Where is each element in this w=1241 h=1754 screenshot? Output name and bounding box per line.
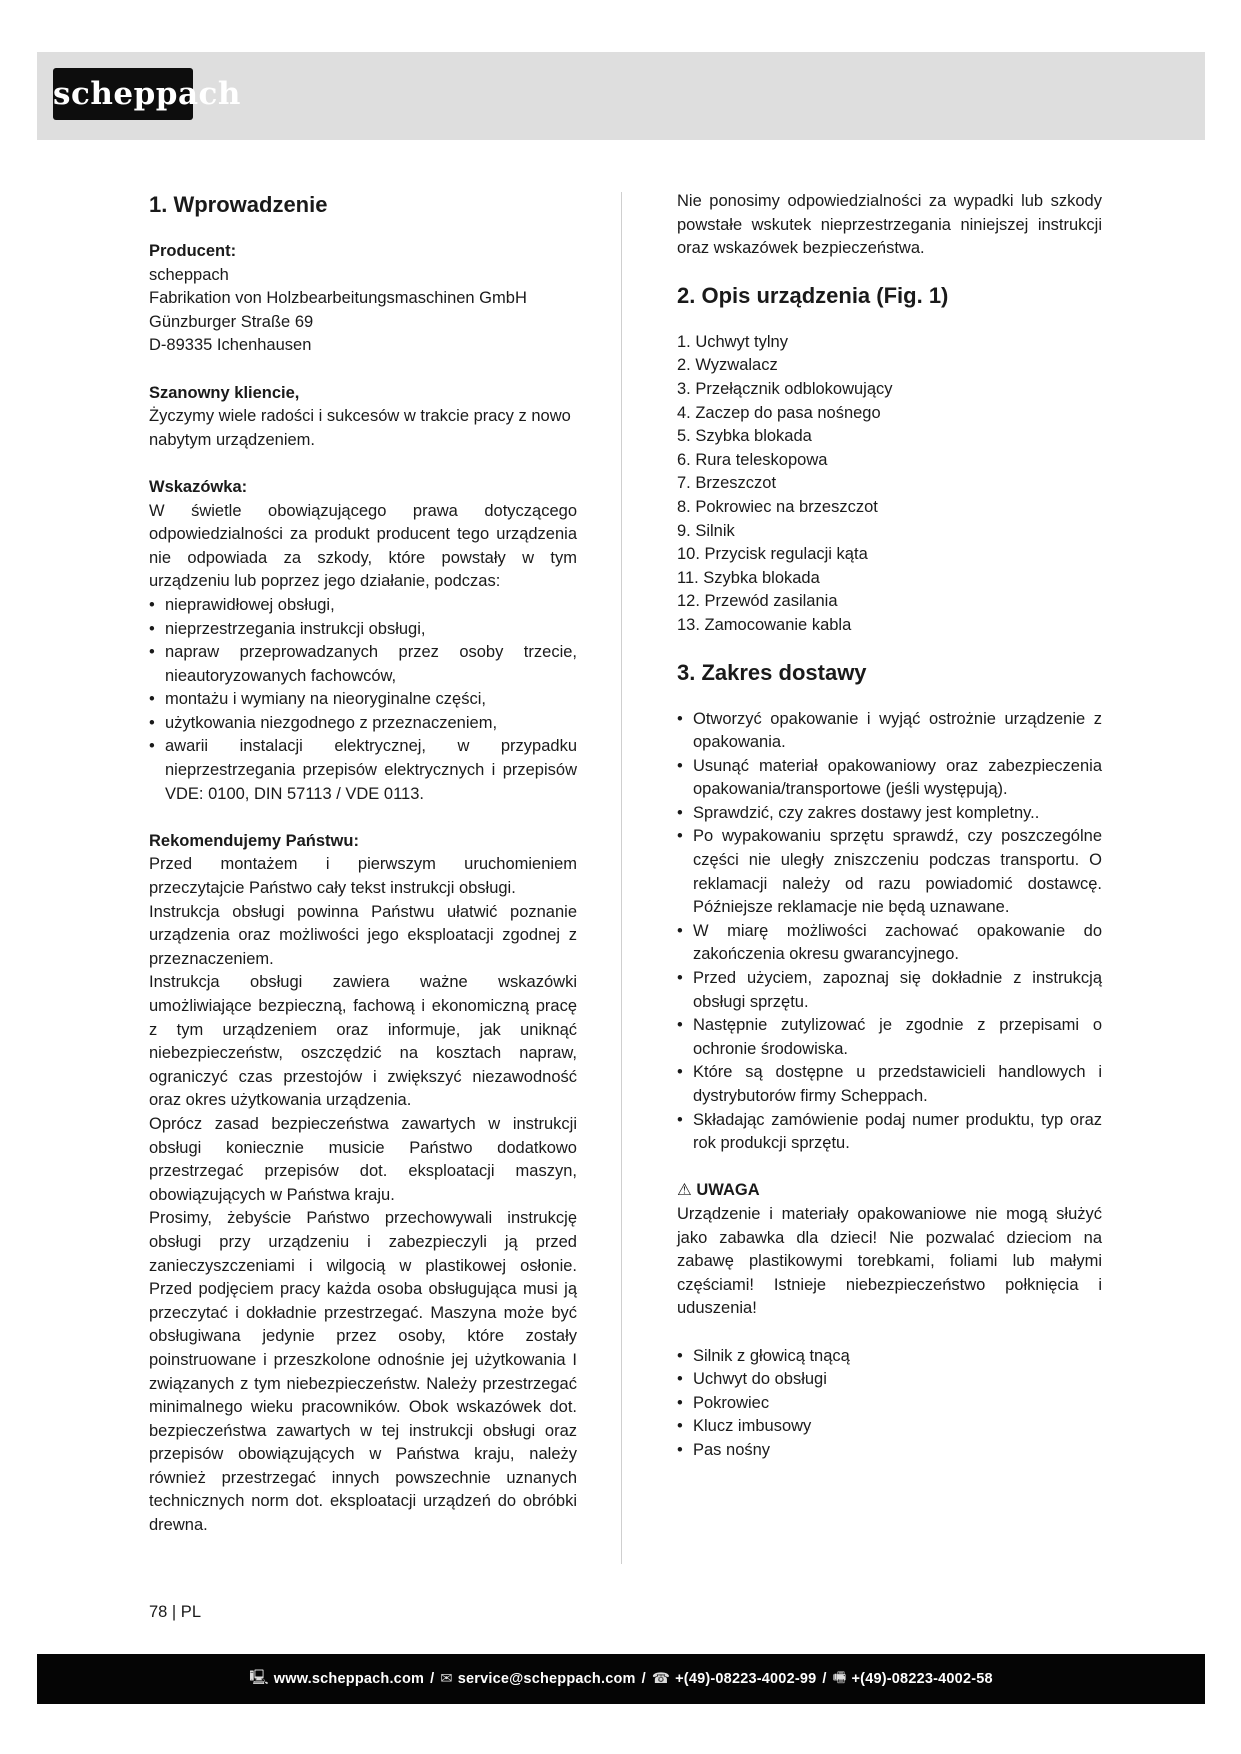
recommend-paragraph: Oprócz zasad bezpieczeństwa zawartych w instrukcji obsługi koniecznie musicie Państwo dodatkowo przestrzegać przepisów dot. eksploatacji maszyn, obowiązujących w Państwa kraju. bbox=[149, 1114, 577, 1204]
dear-customer-text: Życzymy wiele radości i sukcesów w trakcie pracy z nowo nabytym urządzeniem. bbox=[149, 407, 571, 449]
section-2-title: 2. Opis urządzenia (Fig. 1) bbox=[677, 282, 949, 308]
phone-number[interactable]: +(49)-08223-4002-99 bbox=[675, 1671, 817, 1687]
producer-title: Producent: bbox=[149, 242, 237, 260]
list-item: • Klucz imbusowy bbox=[677, 1415, 1102, 1439]
list-item: • nieprzestrzegania instrukcji obsługi, bbox=[149, 618, 577, 642]
list-item: • napraw przeprowadzanych przez osoby trzecie, nieautoryzowanych fachowców, bbox=[149, 641, 577, 688]
delivery-steps bbox=[677, 708, 1102, 1156]
list-item: 6. Rura teleskopowa bbox=[677, 450, 828, 469]
column-divider bbox=[621, 192, 622, 1564]
list-item: 12. Przewód zasilania bbox=[677, 592, 838, 611]
warning-heading bbox=[677, 1179, 1102, 1203]
right-column bbox=[677, 190, 1102, 1463]
recommend-title: Rekomendujemy Państwu: bbox=[149, 831, 359, 850]
list-item: • Które są dostępne u przedstawicieli handlowych i dystrybutorów firmy Scheppach. bbox=[677, 1061, 1102, 1108]
separator: / bbox=[641, 1671, 646, 1687]
list-item: 2. Wyzwalacz bbox=[677, 356, 778, 375]
producer-line: scheppach bbox=[149, 265, 229, 284]
list-item: 7. Brzeszczot bbox=[677, 474, 777, 493]
email-link[interactable]: service@scheppach.com bbox=[457, 1671, 636, 1687]
producer-line: D-89335 Ichenhausen bbox=[149, 336, 312, 355]
computer-icon: 🖳 bbox=[249, 1669, 269, 1686]
list-item: 1. Uchwyt tylny bbox=[677, 332, 788, 351]
website-link[interactable]: www.scheppach.com bbox=[273, 1671, 425, 1687]
recommend-paragraph: Instrukcja obsługi powinna Państwu ułatwić poznanie urządzenia oraz możliwości jego eksploatacji zgodnej z przeznaczeniem. bbox=[149, 902, 577, 968]
producer-line: Fabrikation von Holzbearbeitungsmaschinen GmbH bbox=[149, 289, 527, 308]
email-icon: ✉ bbox=[440, 1671, 453, 1687]
scheppach-logo: scheppach bbox=[53, 68, 193, 120]
list-item: • Usunąć materiał opakowaniowy oraz zabezpieczenia opakowania/transportowe (jeśli występują). bbox=[677, 755, 1102, 802]
list-item: • Po wypakowaniu sprzętu sprawdź, czy poszczególne części nie uległy zniszczeniu podczas transportu. O reklamacji należy od razu powiadomić dostawcę. Późniejsze reklamacje nie będą uznawane. bbox=[677, 825, 1102, 919]
note-text: W świetle obowiązującego prawa dotyczącego odpowiedzialności za produkt producent tego urządzenia nie odpowiada za szkody, które powstały w tym urządzeniu lub poprzez jego działanie, podczas: bbox=[149, 501, 577, 591]
list-item: • Następnie zutylizować je zgodnie z przepisami o ochronie środowiska. bbox=[677, 1014, 1102, 1061]
list-item: • Składając zamówienie podaj numer produktu, typ oraz rok produkcji sprzętu. bbox=[677, 1109, 1102, 1156]
footer-contact-bar bbox=[37, 1654, 1205, 1704]
page-number: 78 | PL bbox=[149, 1603, 201, 1621]
warning-triangle-icon: ⚠ bbox=[677, 1181, 692, 1200]
fax-icon: 🖷 bbox=[832, 1669, 847, 1686]
producer-line: Günzburger Straße 69 bbox=[149, 312, 314, 331]
fax-number: +(49)-08223-4002-58 bbox=[851, 1671, 993, 1687]
list-item: 9. Silnik bbox=[677, 521, 735, 540]
contents-list bbox=[677, 1345, 1102, 1463]
list-item: 8. Pokrowiec na brzeszczot bbox=[677, 497, 878, 516]
list-item: 10. Przycisk regulacji kąta bbox=[677, 545, 868, 564]
list-item: • użytkowania niezgodnego z przeznaczeniem, bbox=[149, 712, 577, 736]
section-1-title: 1. Wprowadzenie bbox=[149, 192, 328, 217]
recommend-paragraph: Instrukcja obsługi zawiera ważne wskazówki umożliwiające bezpieczną, fachową i ekonomiczną pracę z tym urządzeniem oraz informuje, jak uniknąć niebezpieczeństw, oszczędzić na kosztach napraw, ograniczyć czas przestojów i zwiększyć niezawodność oraz okres użytkowania urządzenia. bbox=[149, 973, 577, 1110]
list-item: • W miarę możliwości zachować opakowanie do zakończenia okresu gwarancyjnego. bbox=[677, 920, 1102, 967]
list-item: • nieprawidłowej obsługi, bbox=[149, 594, 577, 618]
list-item: • Silnik z głowicą tnącą bbox=[677, 1345, 1102, 1369]
list-item: • Pas nośny bbox=[677, 1439, 1102, 1463]
list-item: • Przed użyciem, zapoznaj się dokładnie z instrukcją obsługi sprzętu. bbox=[677, 967, 1102, 1014]
list-item: 4. Zaczep do pasa nośnego bbox=[677, 403, 881, 422]
list-item: 5. Szybka blokada bbox=[677, 427, 812, 446]
separator: / bbox=[430, 1671, 435, 1687]
phone-icon: ☎ bbox=[651, 1671, 671, 1687]
note-bullets bbox=[149, 594, 577, 806]
section-3-title: 3. Zakres dostawy bbox=[677, 659, 867, 685]
list-item: • Sprawdzić, czy zakres dostawy jest kompletny.. bbox=[677, 802, 1102, 826]
parts-list bbox=[677, 331, 1102, 638]
list-item: 13. Zamocowanie kabla bbox=[677, 615, 852, 634]
list-item: 11. Szybka blokada bbox=[677, 568, 820, 587]
left-column bbox=[149, 190, 577, 1538]
list-item: • Otworzyć opakowanie i wyjąć ostrożnie urządzenie z opakowania. bbox=[677, 708, 1102, 755]
note-title: Wskazówka: bbox=[149, 477, 248, 496]
recommend-paragraph: Prosimy, żebyście Państwo przechowywali instrukcję obsługi przy urządzeniu i zabezpieczyli ją przed zanieczyszczeniami i wilgocią w plastikowej osłonie. Przed podjęciem pracy każda osoba obsługująca musi ją przeczytać i dokładnie przestrzegać. Maszyna może być obsługiwana jedynie przez osoby, które zostały poinstruowane i przeszkolone odnośnie jej użytkowania I związanych z tym niebezpieczeństw. Należy przestrzegać minimalnego wieku pracowników. Obok wskazówek dot. bezpieczeństwa zawartych w tej instrukcji obsługi oraz przepisów obowiązujących w Państwa kraju, należy również przestrzegać innych powszechnie uznanych technicznych norm dot. eksploatacji urządzeń do obróbki drewna. bbox=[149, 1209, 577, 1535]
list-item: • Pokrowiec bbox=[677, 1392, 1102, 1416]
warning-title: UWAGA bbox=[696, 1181, 760, 1200]
list-item: • Uchwyt do obsługi bbox=[677, 1368, 1102, 1392]
list-item: • montażu i wymiany na nieoryginalne części, bbox=[149, 688, 577, 712]
liability-text: Nie ponosimy odpowiedzialności za wypadki lub szkody powstałe wskutek nieprzestrzegania niniejszej instrukcji oraz wskazówek bezpieczeństwa. bbox=[677, 192, 1102, 258]
list-item: 3. Przełącznik odblokowujący bbox=[677, 379, 893, 398]
warning-text: Urządzenie i materiały opakowaniowe nie mogą służyć jako zabawka dla dzieci! Nie pozwalać dzieciom na zabawę plastikowymi torebkami, foliami lub małymi częściami! Istnieje niebezpieczeństwo połknięcia i uduszenia! bbox=[677, 1204, 1102, 1318]
recommend-paragraph: Przed montażem i pierwszym uruchomieniem przeczytajcie Państwo cały tekst instrukcji obsługi. bbox=[149, 855, 577, 898]
list-item: • awarii instalacji elektrycznej, w przypadku nieprzestrzegania przepisów elektrycznych i przepisów VDE: 0100, DIN 57113 / VDE 0113. bbox=[149, 735, 577, 806]
dear-customer-title: Szanowny kliencie, bbox=[149, 383, 300, 402]
separator: / bbox=[822, 1671, 827, 1687]
